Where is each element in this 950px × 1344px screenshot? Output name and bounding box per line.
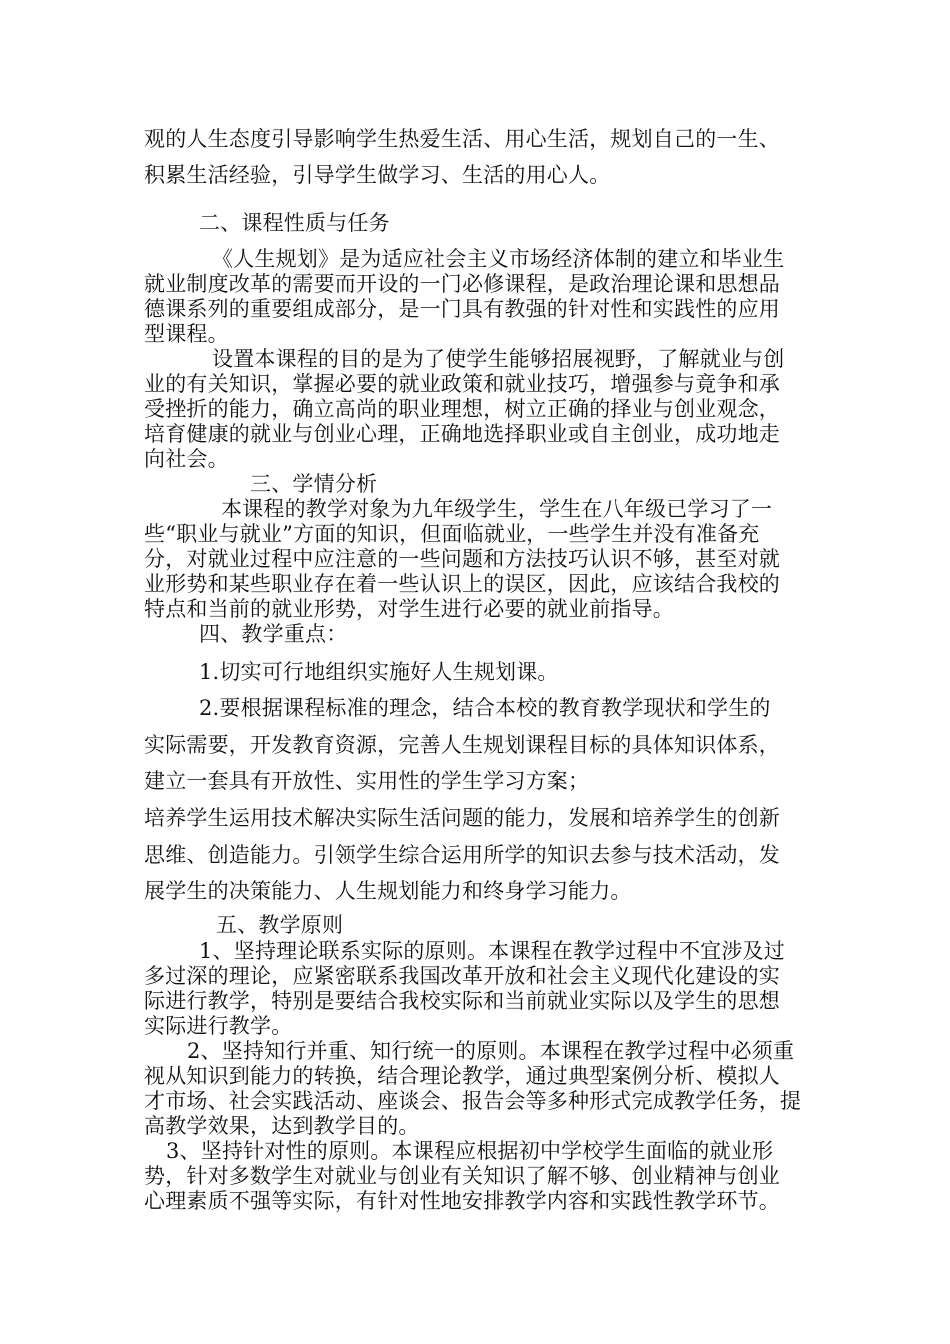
text-line: 设置本课程的目的是为了使学生能够招展视野，了解就业与创	[212, 347, 785, 371]
text-line: 业形势和某些职业存在着一些认识上的误区，因此，应该结合我校的	[144, 572, 780, 596]
section-heading: 二、课程性质与任务	[199, 211, 390, 235]
text-line: 际进行教学，特别是要结合我校实际和当前就业实际以及学生的思想	[144, 989, 780, 1013]
text-line: 积累生活经验，引导学生做学习、生活的用心人。	[144, 163, 611, 187]
list-item: 1.切实可行地组织实施好人生规划课。	[199, 660, 559, 684]
text-line: 高教学效果，达到教学目的。	[144, 1114, 420, 1138]
text-line: 势，针对多数学生对就业与创业有关知识了解不够、创业精神与创业	[144, 1164, 780, 1188]
text-line: 视从知识到能力的转换，结合理论教学，通过典型案例分析、模拟人	[144, 1064, 780, 1088]
section-heading: 三、学情分析	[250, 472, 378, 496]
text-line: 培育健康的就业与创业心理，正确地选择职业或自主创业，成功地走	[144, 422, 780, 446]
text-line: 业的有关知识，掌握必要的就业政策和就业技巧，增强参与竟争和承	[144, 372, 780, 396]
section-heading: 四、教学重点：	[199, 622, 348, 646]
text-line: 些“职业与就业”方面的知识，但面临就业，一些学生并没有准备充	[144, 522, 760, 546]
text-line: 2、坚持知行并重、知行统一的原则。本课程在教学过程中必须重	[187, 1039, 795, 1063]
text-line: 培养学生运用技术解决实际生活问题的能力，发展和培养学生的创新	[144, 806, 780, 830]
text-line: 建立一套具有开放性、实用性的学生学习方案；	[144, 769, 590, 793]
text-line: 德课系列的重要组成部分，是一门具有教强的针对性和实践性的应用	[144, 297, 780, 321]
text-line: 就业制度改革的需要而开设的一门必修课程，是政治理论课和思想品	[144, 272, 780, 296]
text-line: 心理素质不强等实际，有针对性地安排教学内容和实践性教学环节。	[144, 1189, 780, 1213]
text-line: 分，对就业过程中应注意的一些问题和方法技巧认识不够，甚至对就	[144, 547, 780, 571]
section-heading: 五、教学原则	[216, 913, 344, 937]
text-line: 思维、创造能力。引领学生综合运用所学的知识去参与技术活动，发	[144, 843, 780, 867]
text-line: 型课程。	[144, 322, 229, 346]
text-line: 展学生的决策能力、人生规划能力和终身学习能力。	[144, 879, 632, 903]
text-line: 本课程的教学对象为九年级学生，学生在八年级已学习了一	[221, 497, 773, 521]
text-line: 3、坚持针对性的原则。本课程应根据初中学校学生面临的就业形	[166, 1139, 774, 1163]
text-line: 1、坚持理论联系实际的原则。本课程在教学过程中不宜涉及过	[199, 939, 785, 963]
text-line: 实际需要，开发教育资源，完善人生规划课程目标的具体知识体系，	[144, 733, 780, 757]
text-line: 观的人生态度引导影响学生热爱生活、用心生活，规划自己的一生、	[144, 127, 780, 151]
text-line: 实际进行教学。	[144, 1014, 293, 1038]
text-line: 才市场、社会实践活动、座谈会、报告会等多种形式完成教学任务，提	[144, 1089, 802, 1113]
text-line: 受挫折的能力，确立高尚的职业理想，树立正确的择业与创业观念，	[144, 397, 780, 421]
text-line: 多过深的理论，应紧密联系我国改革开放和社会主义现代化建设的实	[144, 964, 780, 988]
text-line: 向社会。	[144, 447, 229, 471]
list-item: 2.要根据课程标准的理念，结合本校的教育教学现状和学生的	[199, 696, 771, 720]
text-line: 《人生规划》是为适应社会主义市场经济体制的建立和毕业生	[212, 247, 785, 271]
text-line: 特点和当前的就业形势，对学生进行必要的就业前指导。	[144, 597, 674, 621]
